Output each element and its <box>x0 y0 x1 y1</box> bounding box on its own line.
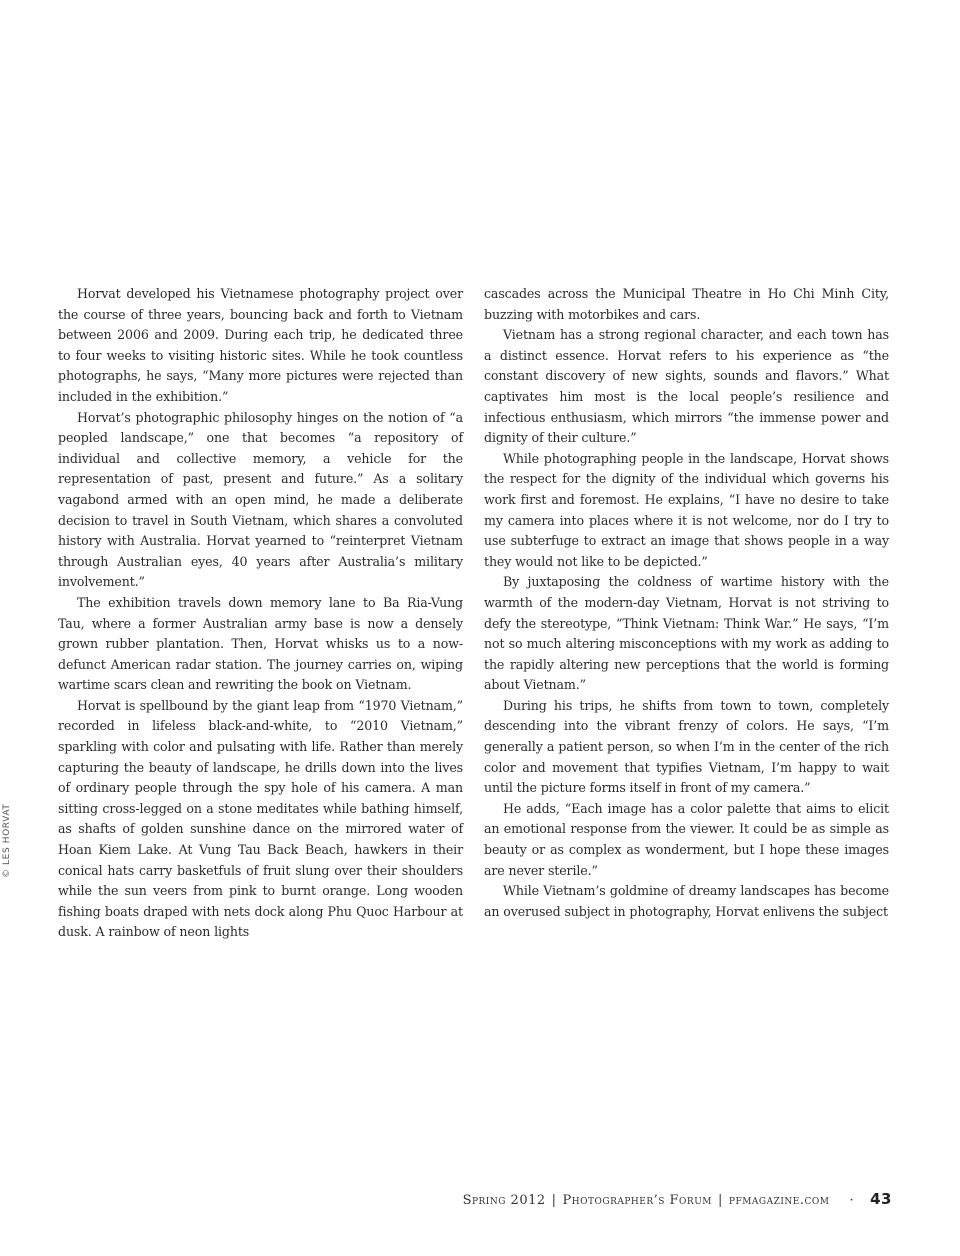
paragraph: Horvat developed his Vietnamese photography project over the course of three years, bouncing back and forth to Vietnam between 2006 and 2009. During each trip, he dedicated three to four weeks to visiting historic sites. While he took countless photographs, he says, “Many more pictures were rejected than included in the exhibition.” <box>58 286 463 404</box>
footer-separator: | <box>718 1193 723 1208</box>
footer-issue: Spring 2012 <box>462 1193 546 1208</box>
paragraph: Vietnam has a strong regional character, and each town has a distinct essence. Horvat refers to his experience as “the constant discovery of new sights, sounds and flavors.” What captivates him most is the local people’s resilience and infectious enthusiasm, which mirrors “the immense power and dignity of their culture.” <box>484 327 889 446</box>
paragraph: Horvat is spellbound by the giant leap from “1970 Vietnam,” recorded in lifeless black-and-white, to “2010 Vietnam,” sparkling with color and pulsating with life. Rather than merely capturing the beauty of landscape, he drills down into the lives of ordinary people through the spy hole of his camera. A man sitting cross-legged on a stone meditates while bathing himself, as shafts of golden sunshine dance on the mirrored water of Hoan Kiem Lake. At Vung Tau Back Beach, hawkers in their conical hats carry basketfuls of fruit slung over their shoulders while the sun veers from pink to burnt orange. Long wooden fishing boats draped with nets dock along Phu Quoc Harbour at dusk. A rainbow of neon lights <box>58 697 463 940</box>
paragraph: While photographing people in the landscape, Horvat shows the respect for the dignity of the individual which governs his work first and foremost. He explains, “I have no desire to take my camera into places where it is not welcome, nor do I try to use subterfuge to extract an image that shows people in a way they would not like to be depicted.” <box>484 450 889 569</box>
photo-credit: © LES HORVAT <box>2 803 12 878</box>
paragraph: The exhibition travels down memory lane to Ba Ria-Vung Tau, where a former Australian army base is now a densely grown rubber plantation. Then, Horvat whisks us to a now-defunct American radar station. The journey carries on, wiping wartime scars clean and rewriting the book on Vietnam. <box>58 594 463 693</box>
paragraph-continued: cascades across the Municipal Theatre in Ho Chi Minh City, buzzing with motorbikes and cars. <box>484 286 889 322</box>
paragraph: During his trips, he shifts from town to town, completely descending into the vibrant frenzy of colors. He says, “I’m generally a patient person, so when I’m in the center of the rich color and movement that typifies Vietnam, I’m happy to wait until the picture forms itself in front of my camera.” <box>484 697 889 796</box>
paragraph: While Vietnam’s goldmine of dreamy landscapes has become an overused subject in photography, Horvat enlivens the subject <box>484 883 889 919</box>
article-column-right <box>484 284 889 922</box>
page-footer <box>463 1190 892 1208</box>
page-number: 43 <box>870 1190 892 1208</box>
footer-website: pfmagazine.com <box>728 1193 830 1208</box>
article-column-left <box>58 284 463 943</box>
footer-bullet: · <box>849 1193 855 1208</box>
footer-separator: | <box>551 1193 557 1208</box>
paragraph: Horvat’s photographic philosophy hinges on the notion of “a peopled landscape,” one that becomes “a repository of individual and collective memory, a vehicle for the representation of past, present and future.” As a solitary vagabond armed with an open mind, he made a deliberate decision to travel in South Vietnam, which shares a convoluted history with Australia. Horvat yearned to “reinterpret Vietnam through Australian eyes, 40 years after Australia’s military involvement.” <box>58 409 463 590</box>
paragraph: By juxtaposing the coldness of wartime history with the warmth of the modern-day Vietnam, Horvat is not striving to defy the stereotype, “Think Vietnam: Think War.” He says, “I’m not so much altering misconceptions with my work as adding to the rapidly altering new perceptions that the world is forming about Vietnam.” <box>484 574 889 693</box>
footer-magazine-name: Photographer’s Forum <box>562 1193 713 1208</box>
paragraph: He adds, “Each image has a color palette that aims to elicit an emotional response from the viewer. It could be as simple as beauty or as complex as wonderment, but I hope these images are never sterile.” <box>484 800 889 878</box>
